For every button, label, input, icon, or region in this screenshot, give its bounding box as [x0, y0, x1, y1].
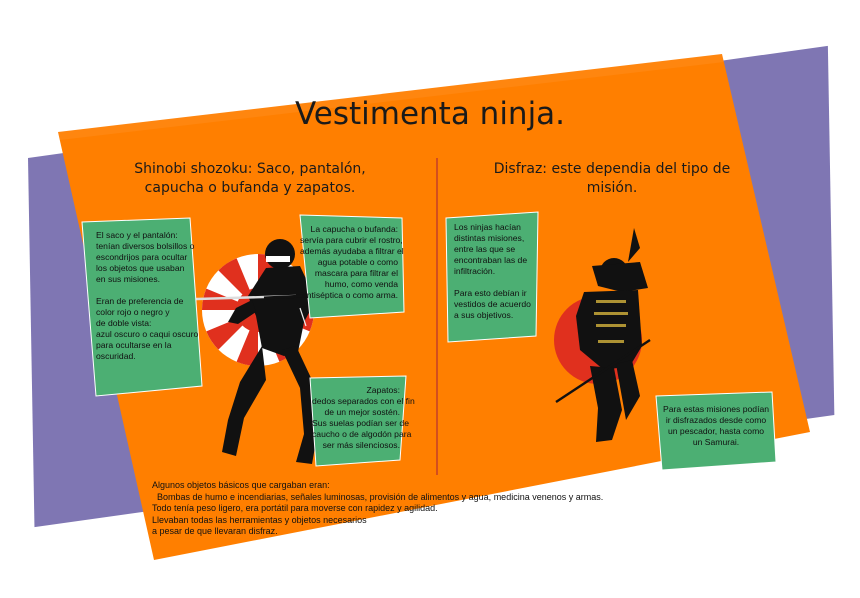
box-saco-line: de doble vista: [96, 318, 152, 328]
box-saco-line: escondrijos para ocultar [96, 252, 188, 262]
left-heading [120, 160, 380, 198]
bottom-note-line: Llevaban todas las herramientas y objetos necesarios [152, 514, 367, 525]
bottom-note-line: Bombas de humo e incendiarias, señales luminosas, provisión de alimentos y agua, medicina venenos y armas. [152, 491, 604, 502]
box-saco-line: azul oscuro o caqui oscuro [96, 329, 199, 339]
box-saco-line: tenían diversos bolsillos o [96, 241, 195, 251]
box-saco-line: en sus misiones. [96, 274, 161, 284]
box-zapatos-line: Sus suelas podían ser de [312, 418, 409, 428]
box-zapatos-line: Zapatos: [366, 385, 400, 395]
box-capucha-line: La capucha o bufanda: [310, 224, 398, 234]
box-capucha-line: antiséptica o como arma. [301, 290, 398, 300]
box-zapatos-line: caucho o de algodón para [312, 429, 412, 439]
box-misiones-line: encontraban las de [454, 255, 528, 265]
box-misiones-line: Para esto debían ir [454, 288, 527, 298]
box-disfrazados-line: Para estas misiones podían [662, 404, 770, 414]
box-capucha-line: humo, como venda [324, 279, 398, 289]
box-disfrazados-line: ir disfrazados desde como [665, 415, 767, 425]
box-saco-line: los objetos que usaban [96, 263, 185, 273]
box-misiones-line: distintas misiones, [454, 233, 525, 243]
box-disfrazados-line: un Samurai. [692, 437, 740, 447]
slide-title: Vestimenta ninja. [294, 96, 566, 132]
box-zapatos [312, 385, 415, 451]
box-saco-line: Eran de preferencia de [96, 296, 184, 306]
box-zapatos-line: de un mejor sostén. [324, 407, 400, 417]
box-zapatos-line: dedos separados con el fin [312, 396, 415, 406]
box-disfrazados [660, 404, 772, 448]
right-heading-line-2: misión. [586, 180, 638, 196]
box-misiones-line: infiltración. [454, 266, 496, 276]
box-misiones-line: entre las que se [454, 244, 516, 254]
left-heading-line-1: Shinobi shozoku: Saco, pantalón, [134, 161, 366, 177]
box-capucha-line: agua potable o como [317, 257, 398, 267]
box-capucha [300, 224, 404, 301]
box-capucha-line: servía para cubrir el rostro, [300, 235, 403, 245]
box-saco [96, 230, 198, 362]
box-disfrazados-line: un pescador, hasta como [667, 426, 765, 436]
box-saco-line: para ocultarse en la [96, 340, 172, 350]
box-saco-line: color rojo o negro y [96, 307, 170, 317]
bottom-note [152, 480, 603, 538]
box-capucha-line: mascara para filtrar el [314, 268, 398, 278]
box-misiones-line: Los ninjas hacían [454, 222, 521, 232]
box-zapatos-line: ser más silenciosos. [322, 440, 400, 450]
box-saco-line: oscuridad. [96, 351, 136, 361]
box-saco-line: El saco y el pantalón: [96, 230, 178, 240]
box-misiones-line: a sus objetivos. [454, 310, 514, 320]
bottom-note-line: Algunos objetos básicos que cargaban eran: [152, 480, 330, 490]
right-heading-line-1: Disfraz: este dependia del tipo de [493, 161, 731, 177]
bottom-note-line: Todo tenía peso ligero, era portátil para moverse con rapidez y agilidad. [152, 503, 438, 513]
left-heading-line-2: capucha o bufanda y zapatos. [144, 180, 356, 196]
box-misiones [454, 222, 531, 321]
right-heading [484, 160, 740, 198]
box-misiones-line: vestidos de acuerdo [454, 299, 531, 309]
box-capucha-line: además ayudaba a filtrar el [300, 246, 404, 256]
bottom-note-line: a pesar de que llevaran disfraz. [152, 526, 278, 536]
